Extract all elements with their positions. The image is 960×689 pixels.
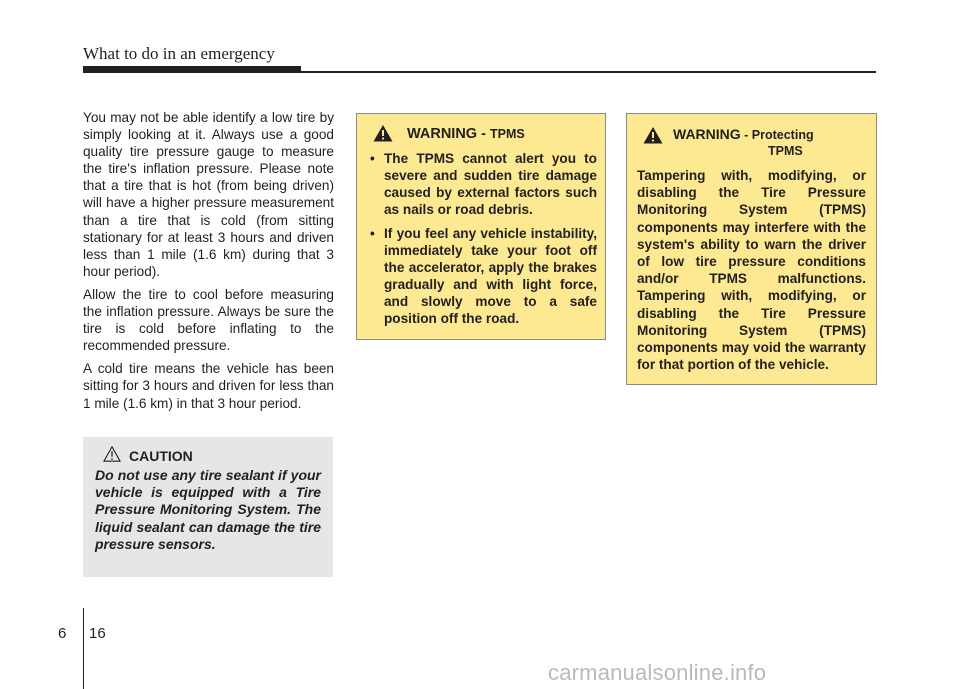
warning-title: WARNING - bbox=[407, 126, 490, 142]
warning-triangle-icon bbox=[643, 126, 663, 144]
list-item: • If you feel any vehicle instability, immediately take your foot off the accelerator, apply the brakes gradually and with light force, and slowly move to a safe position off the road. bbox=[367, 225, 597, 327]
warning-list bbox=[367, 150, 597, 327]
warning-subtitle-line2: TPMS bbox=[768, 144, 803, 158]
page-number: 16 bbox=[89, 625, 106, 642]
paragraph: You may not be able identify a low tire by simply looking at it. Always use a good quality tire pressure gauge to measure the tire's inflation pressure. Please note that a tire that is hot (from being driven) will have a higher pressure measurement than a tire that is cold (from sitting stationary for at least 3 hours and driven less than 1 mile (1.6 km) during that 3 hour period). bbox=[83, 110, 334, 279]
footer-rule bbox=[83, 608, 84, 689]
warning-triangle-icon bbox=[373, 124, 393, 142]
warning-text: Tampering with, modifying, or disabling the Tire Pressure Monitoring System (TPMS) components may interfere with the system's ability to warn the driver of low tire pressure conditions and/or TPMS malfunctions. Tampering with, modifying, or disabling the Tire Pressure Monitoring System (TPMS) components may void the warranty for that portion of the vehicle. bbox=[637, 168, 866, 373]
caution-text: Do not use any tire sealant if your vehicle is equipped with a Tire Pressure Monitoring System. The liquid sealant can damage the tire pressure sensors. bbox=[95, 467, 321, 552]
warning-heading bbox=[637, 126, 866, 159]
chapter-number: 6 bbox=[58, 625, 67, 642]
watermark: carmanualsonline.info bbox=[548, 660, 767, 685]
warning-subtitle: - Protecting bbox=[740, 128, 814, 142]
caution-heading bbox=[95, 447, 321, 465]
warning-subtitle: TPMS bbox=[489, 127, 525, 141]
warning-box-tpms bbox=[356, 113, 606, 340]
section-title: What to do in an emergency bbox=[83, 44, 275, 63]
body-text bbox=[83, 109, 334, 418]
header-rule bbox=[83, 71, 876, 73]
caution-box bbox=[83, 437, 333, 577]
paragraph: Allow the tire to cool before measuring the inflation pressure. Always be sure the tire is cold before inflating to the recommended pressure. bbox=[83, 286, 334, 354]
warning-box-protecting bbox=[626, 113, 877, 385]
list-item: • The TPMS cannot alert you to severe and sudden tire damage caused by external factors such as nails or road debris. bbox=[367, 150, 597, 218]
caution-triangle-icon bbox=[103, 445, 121, 463]
paragraph: A cold tire means the vehicle has been sitting for 3 hours and driven for less than 1 mile (1.6 km) in that 3 hour period. bbox=[83, 361, 334, 411]
warning-title: WARNING bbox=[673, 126, 741, 142]
warning-heading bbox=[367, 124, 597, 144]
caution-title: CAUTION bbox=[129, 448, 193, 464]
